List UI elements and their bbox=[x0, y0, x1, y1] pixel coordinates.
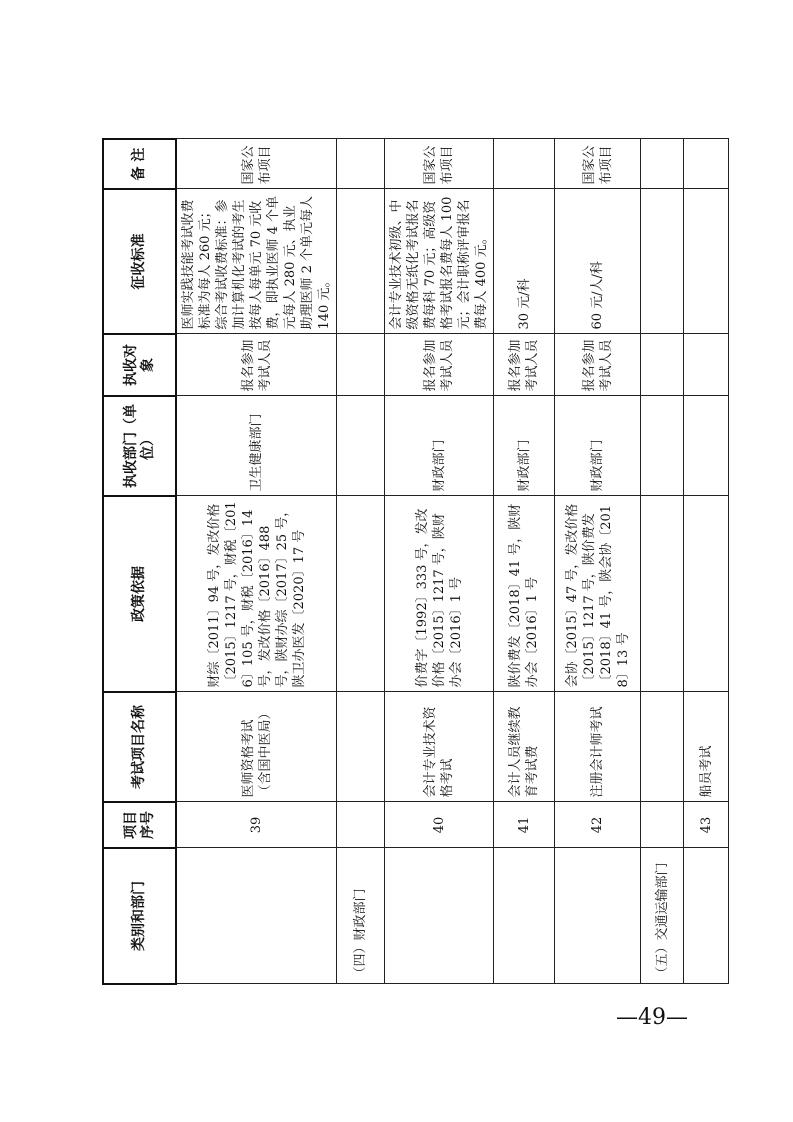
cell-policy: 价费字〔1992〕333 号，发改价格〔2015〕1217 号，陕财办会〔2016〕1 号 bbox=[385, 496, 494, 692]
cell-standard bbox=[684, 189, 729, 334]
page-number: —49— bbox=[616, 1005, 688, 1030]
cell-note bbox=[684, 139, 729, 189]
table-row bbox=[684, 139, 729, 984]
header-row bbox=[103, 139, 176, 984]
cell-target bbox=[337, 334, 385, 396]
cell-seq: 41 bbox=[494, 802, 555, 848]
cell-note: 国家公布项目 bbox=[385, 139, 494, 189]
cell-policy: 会协〔2015〕47 号，发改价格〔2015〕1217 号，陕价费发〔2018〕41 号，陕会协〔2018〕13 号 bbox=[555, 496, 641, 692]
cell-category bbox=[385, 848, 494, 984]
cell-note bbox=[641, 139, 684, 189]
cell-dept: 卫生健康部门 bbox=[176, 396, 337, 496]
table-row bbox=[555, 139, 641, 984]
cell-note: 国家公布项目 bbox=[176, 139, 337, 189]
cell-target bbox=[641, 334, 684, 396]
cell-seq: 40 bbox=[385, 802, 494, 848]
table-row bbox=[385, 139, 494, 984]
cell-dept bbox=[684, 396, 729, 496]
cell-category bbox=[684, 848, 729, 984]
cell-dept: 财政部门 bbox=[494, 396, 555, 496]
cell-category: （五）交通运输部门 bbox=[641, 848, 684, 984]
cell-seq bbox=[641, 802, 684, 848]
cell-name: 船员考试 bbox=[684, 692, 729, 802]
cell-name: 会计专业技术资格考试 bbox=[385, 692, 494, 802]
cell-category bbox=[555, 848, 641, 984]
table-row bbox=[337, 139, 385, 984]
header-policy: 政策依据 bbox=[103, 496, 176, 692]
cell-name: 注册会计师考试 bbox=[555, 692, 641, 802]
cell-target: 报名参加考试人员 bbox=[385, 334, 494, 396]
cell-category bbox=[494, 848, 555, 984]
cell-standard: 30 元/科 bbox=[494, 189, 555, 334]
cell-policy bbox=[641, 496, 684, 692]
cell-seq: 39 bbox=[176, 802, 337, 848]
cell-standard: 60 元/人/科 bbox=[555, 189, 641, 334]
cell-policy: 陕价费发〔2018〕41 号，陕财办会〔2016〕1 号 bbox=[494, 496, 555, 692]
cell-note bbox=[494, 139, 555, 189]
header-target: 执收对象 bbox=[103, 334, 176, 396]
cell-dept bbox=[641, 396, 684, 496]
cell-seq: 42 bbox=[555, 802, 641, 848]
cell-name bbox=[641, 692, 684, 802]
cell-target: 报名参加考试人员 bbox=[555, 334, 641, 396]
cell-policy bbox=[684, 496, 729, 692]
cell-dept: 财政部门 bbox=[555, 396, 641, 496]
cell-dept: 财政部门 bbox=[385, 396, 494, 496]
cell-target bbox=[684, 334, 729, 396]
cell-policy bbox=[337, 496, 385, 692]
cell-target: 报名参加考试人员 bbox=[494, 334, 555, 396]
cell-dept bbox=[337, 396, 385, 496]
table-row bbox=[641, 139, 684, 984]
cell-standard: 会计专业技术初级、中级资格无纸化考试报名费每科 70 元；高级资格考试报名费每人 100 元；会计职称评审报名费每人 400 元。 bbox=[385, 189, 494, 334]
cell-standard bbox=[337, 189, 385, 334]
cell-seq: 43 bbox=[684, 802, 729, 848]
cell-standard bbox=[641, 189, 684, 334]
fee-table bbox=[102, 138, 729, 985]
header-seq: 项目序号 bbox=[103, 802, 176, 848]
cell-name: 医师资格考试（含国中医局） bbox=[176, 692, 337, 802]
cell-name: 会计人员继续教育考试费 bbox=[494, 692, 555, 802]
cell-note bbox=[337, 139, 385, 189]
cell-category bbox=[176, 848, 337, 984]
cell-seq bbox=[337, 802, 385, 848]
table-row bbox=[494, 139, 555, 984]
header-note: 备 注 bbox=[103, 139, 176, 189]
cell-policy: 财综〔2011〕94 号，发改价格〔2015〕1217 号，财税〔2016〕105 号，财税〔2016〕14 号，发改价格〔2016〕488 号，陕财办综〔2017〕25 号，陕卫办医发〔2020〕17 号 bbox=[176, 496, 337, 692]
header-dept: 执收部门（单位） bbox=[103, 396, 176, 496]
table-row bbox=[176, 139, 337, 984]
header-standard: 征收标准 bbox=[103, 189, 176, 334]
cell-note: 国家公布项目 bbox=[555, 139, 641, 189]
header-name: 考试项目名称 bbox=[103, 692, 176, 802]
rotated-table-container bbox=[102, 140, 714, 985]
header-category: 类别和部门 bbox=[103, 848, 176, 984]
cell-standard: 医师实践技能考试收费标准为每人 260 元；综合考试收费标准：参加计算机化考试的考生按每人每单元 70 元收费，即执业医师 4 个单元每人 280 元、执业助理医师 2 个单元每人 140 元。 bbox=[176, 189, 337, 334]
cell-target: 报名参加考试人员 bbox=[176, 334, 337, 396]
cell-category: （四）财政部门 bbox=[337, 848, 385, 984]
cell-name bbox=[337, 692, 385, 802]
